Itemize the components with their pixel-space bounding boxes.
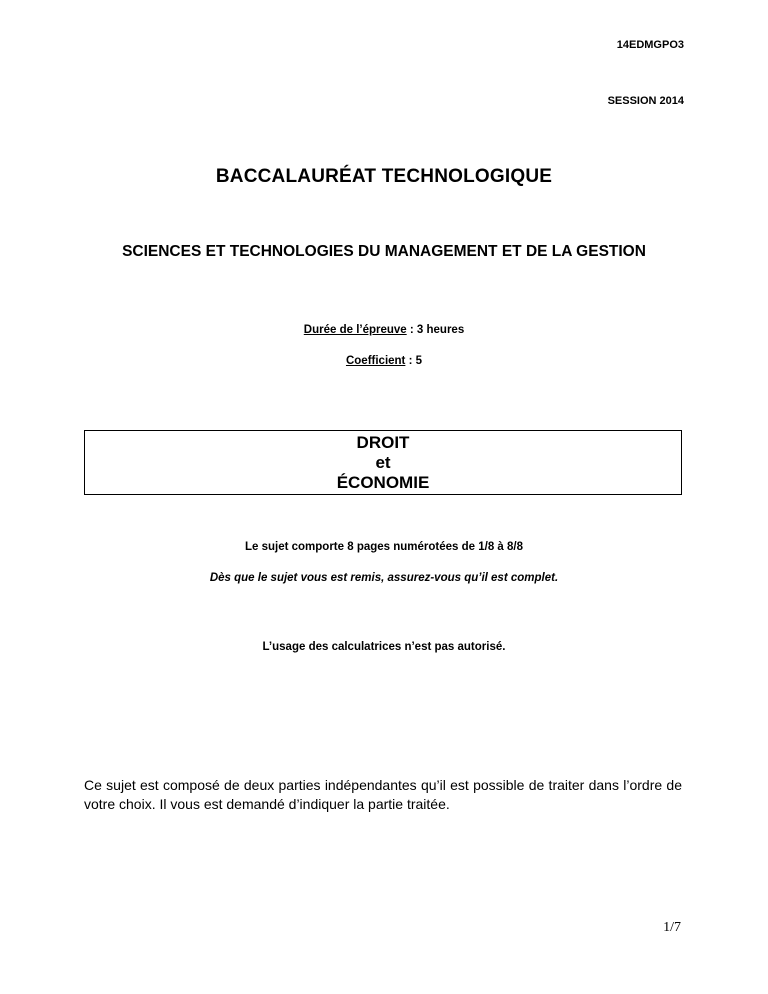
calculator-note: L’usage des calculatrices n’est pas autorisé. bbox=[262, 641, 506, 653]
page-title: BACCALAURÉAT TECHNOLOGIQUE bbox=[215, 166, 553, 187]
duration-value: : 3 heures bbox=[406, 324, 465, 336]
intro-paragraph: Ce sujet est composé de deux parties indépendantes qu’il est possible de traiter dans l’ordre de votre choix. Il vous est demandé d’indiquer la partie traitée. bbox=[84, 777, 682, 812]
coefficient-label: Coefficient bbox=[345, 355, 406, 367]
pages-note: Le sujet comporte 8 pages numérotées de 1/8 à 8/8 bbox=[244, 541, 524, 553]
subject-line-1: DROIT bbox=[356, 433, 410, 452]
subject-box bbox=[84, 430, 682, 495]
completeness-note: Dès que le sujet vous est remis, assurez-vous qu’il est complet. bbox=[209, 572, 559, 584]
coefficient-line bbox=[0, 355, 768, 367]
session-label: SESSION 2014 bbox=[607, 95, 684, 107]
subject-line-3: ÉCONOMIE bbox=[336, 473, 430, 492]
subject-line-2: et bbox=[375, 453, 391, 472]
page-number: 1/7 bbox=[663, 920, 681, 935]
duration-label: Durée de l’épreuve bbox=[303, 324, 407, 336]
duration-line bbox=[0, 324, 768, 336]
exam-code: 14EDMGPO3 bbox=[616, 39, 684, 51]
exam-series-subtitle: SCIENCES ET TECHNOLOGIES DU MANAGEMENT ET DE LA GESTION bbox=[122, 243, 646, 260]
coefficient-value: : 5 bbox=[405, 355, 423, 367]
